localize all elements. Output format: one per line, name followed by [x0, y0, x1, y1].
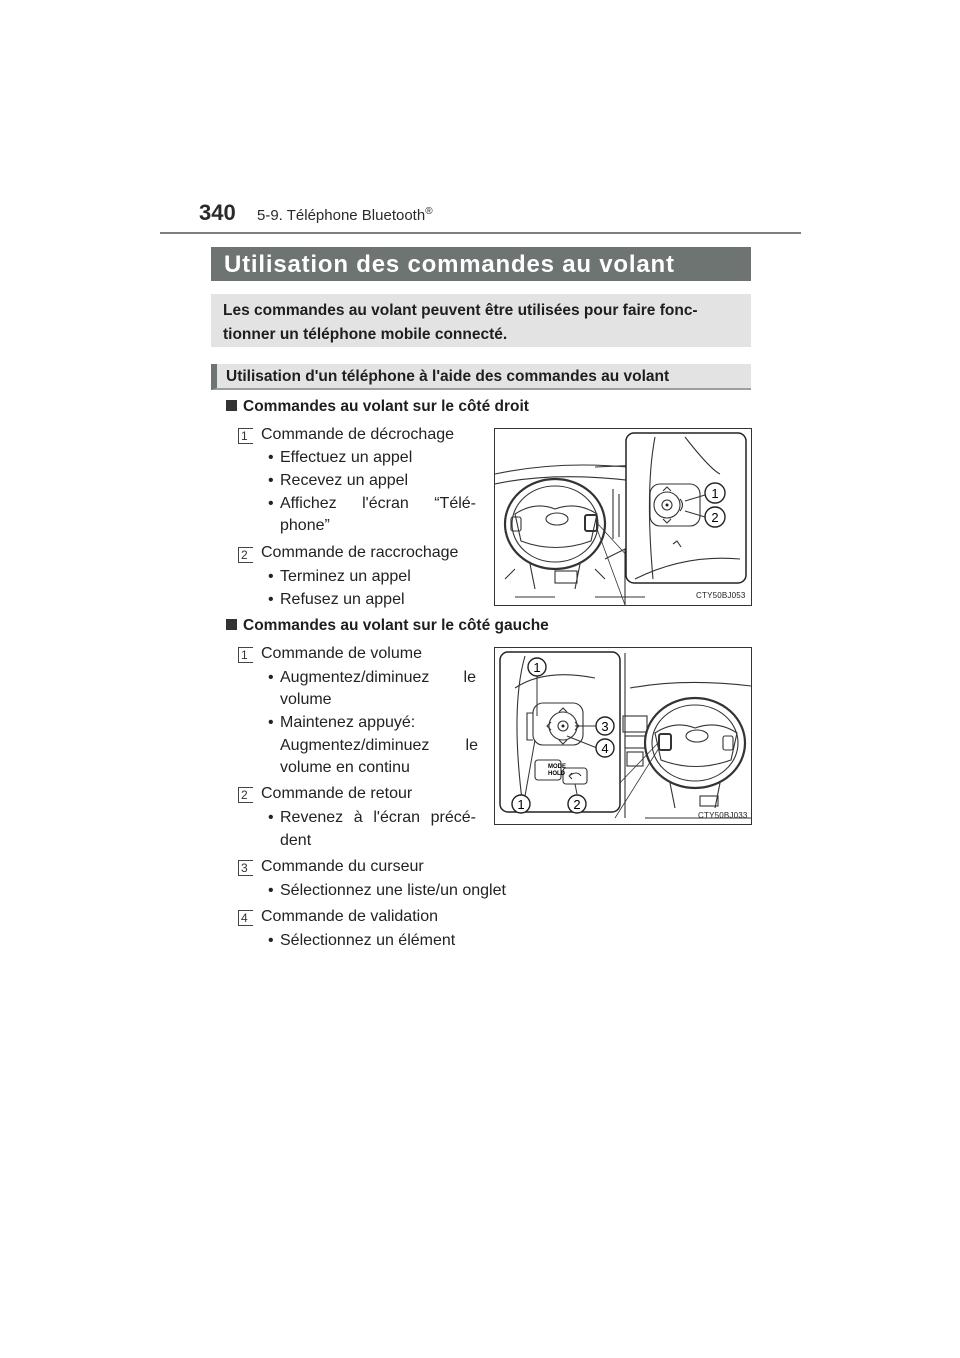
bullet-item: • Terminez un appel [268, 568, 411, 585]
bullet-continuation: volume [280, 691, 332, 708]
callout-4: 4 [601, 741, 609, 756]
header-rule [160, 232, 801, 234]
square-bullet-icon [226, 619, 237, 630]
page-number: 340 [199, 200, 236, 225]
callout-2: 2 [711, 510, 719, 525]
callout-1: 1 [711, 486, 719, 501]
item-number-4: 4 [238, 910, 253, 926]
intro-line-1: Les commandes au volant peuvent être utilisées pour faire fonc- [223, 302, 698, 319]
intro-box [211, 294, 751, 347]
subsection-bar [211, 364, 751, 390]
bullet-item: • Revenez à l'écran précé- [268, 809, 476, 826]
steering-wheel-left-illustration [495, 648, 751, 824]
item-number-1: 1 [238, 428, 253, 444]
bullet-item: • Recevez un appel [268, 472, 409, 489]
callout-1: 1 [533, 660, 541, 675]
figure-code: CTY50BJ053 [696, 591, 746, 600]
item-number-1: 1 [238, 647, 253, 663]
left-controls-heading-text: Commandes au volant sur le côté gauche [243, 617, 549, 634]
section-breadcrumb [257, 206, 433, 224]
callout-3: 3 [601, 719, 609, 734]
title-bar [211, 247, 751, 281]
bullet-item: • Affichez l'écran “Télé- [268, 495, 476, 512]
right-controls-figure [494, 428, 752, 606]
section-title: 5-9. Téléphone Bluetooth [257, 207, 426, 224]
bullet-item: • Refusez un appel [268, 591, 405, 608]
bullet-continuation: phone” [280, 517, 330, 534]
mode-label: MODE [548, 764, 566, 770]
enter-switch-label: Commande de validation [261, 908, 438, 925]
figure-code: CTY50BJ033 [698, 811, 748, 820]
hold-label: HOLD [548, 771, 565, 777]
cursor-switch-label: Commande du curseur [261, 858, 424, 875]
hangup-switch-label: Commande de raccrochage [261, 544, 459, 561]
subsection-title: Utilisation d'un téléphone à l'aide des commandes au volant [226, 368, 670, 385]
left-controls-figure [494, 647, 752, 825]
bullet-continuation: dent [280, 832, 312, 849]
intro-line-2: tionner un téléphone mobile connecté. [223, 326, 508, 343]
item-number-3: 3 [238, 860, 253, 876]
bullet-continuation: volume en continu [280, 759, 410, 776]
steering-wheel-illustration [495, 429, 751, 605]
intro-text [223, 299, 743, 347]
bullet-item: • Sélectionnez un élément [268, 932, 456, 949]
right-controls-heading-text: Commandes au volant sur le côté droit [243, 398, 529, 415]
bullet-continuation: Augmentez/diminuez le [280, 737, 478, 754]
callout-1b: 1 [517, 797, 525, 812]
volume-switch-label: Commande de volume [261, 645, 422, 662]
item-number-2: 2 [238, 787, 253, 803]
bullet-item: • Maintenez appuyé: [268, 714, 416, 731]
bullet-item: • Sélectionnez une liste/un onglet [268, 882, 506, 899]
answer-switch-label: Commande de décrochage [261, 426, 455, 443]
bullet-item: • Effectuez un appel [268, 449, 413, 466]
right-controls-heading [226, 398, 529, 416]
bullet-item: • Augmentez/diminuez le [268, 669, 476, 686]
item-number-2: 2 [238, 547, 253, 563]
square-bullet-icon [226, 400, 237, 411]
left-controls-heading [226, 617, 549, 635]
callout-2: 2 [573, 797, 581, 812]
page-title: Utilisation des commandes au volant [224, 251, 675, 278]
back-switch-label: Commande de retour [261, 785, 413, 802]
registered-mark: ® [425, 206, 433, 217]
